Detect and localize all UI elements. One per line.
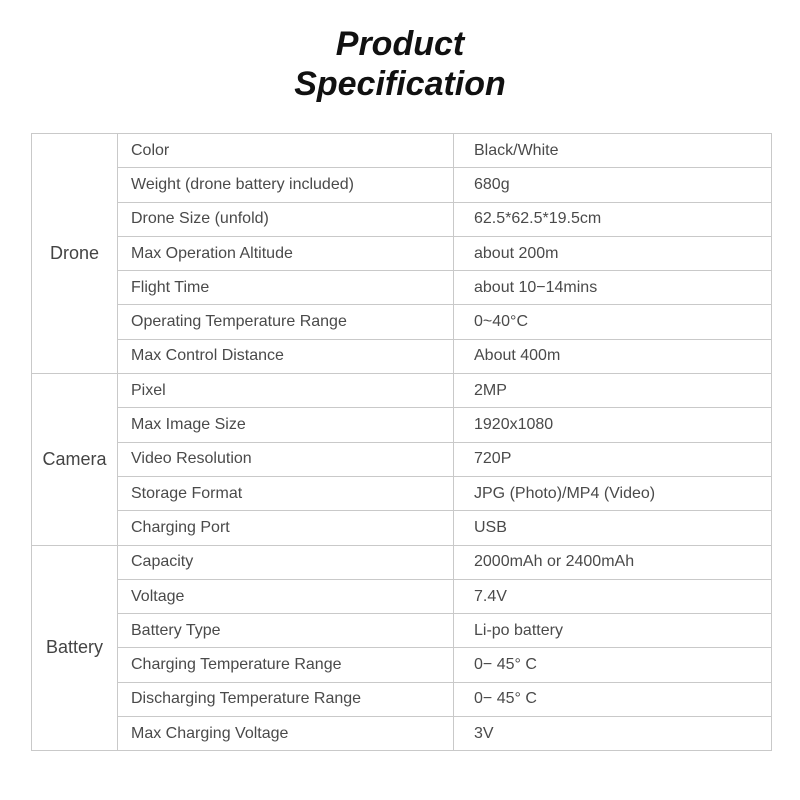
table-row (32, 545, 772, 579)
table-row (32, 408, 772, 442)
table-row (32, 717, 772, 751)
spec-label: Max Charging Voltage (118, 717, 454, 751)
spec-value: JPG (Photo)/MP4 (Video) (454, 476, 772, 510)
spec-label: Video Resolution (118, 442, 454, 476)
spec-label: Voltage (118, 579, 454, 613)
spec-label: Pixel (118, 374, 454, 408)
spec-label: Capacity (118, 545, 454, 579)
group-drone: Drone (32, 134, 118, 374)
spec-value: 3V (454, 717, 772, 751)
table-row (32, 134, 772, 168)
spec-label: Flight Time (118, 271, 454, 305)
table-row (32, 305, 772, 339)
table-row (32, 339, 772, 373)
spec-label: Max Image Size (118, 408, 454, 442)
spec-table (31, 133, 772, 751)
table-row (32, 202, 772, 236)
spec-label: Battery Type (118, 614, 454, 648)
table-row (32, 476, 772, 510)
spec-value: 680g (454, 168, 772, 202)
spec-label: Max Control Distance (118, 339, 454, 373)
spec-value: 62.5*62.5*19.5cm (454, 202, 772, 236)
spec-label: Storage Format (118, 476, 454, 510)
table-row (32, 271, 772, 305)
table-row (32, 374, 772, 408)
spec-value: 2000mAh or 2400mAh (454, 545, 772, 579)
spec-label: Charging Temperature Range (118, 648, 454, 682)
spec-value: 720P (454, 442, 772, 476)
spec-label: Drone Size (unfold) (118, 202, 454, 236)
spec-value: 0− 45° C (454, 648, 772, 682)
table-row (32, 168, 772, 202)
spec-value: about 10−14mins (454, 271, 772, 305)
spec-value: USB (454, 511, 772, 545)
table-row (32, 682, 772, 716)
table-row (32, 614, 772, 648)
title-line-1: Product (335, 25, 465, 63)
table-row (32, 442, 772, 476)
spec-value: 0− 45° C (454, 682, 772, 716)
spec-value: about 200m (454, 236, 772, 270)
spec-label: Weight (drone battery included) (118, 168, 454, 202)
spec-label: Operating Temperature Range (118, 305, 454, 339)
spec-value: Li-po battery (454, 614, 772, 648)
group-battery: Battery (32, 545, 118, 751)
spec-value: 0~40°C (454, 305, 772, 339)
table-row (32, 648, 772, 682)
spec-value: 1920x1080 (454, 408, 772, 442)
spec-label: Max Operation Altitude (118, 236, 454, 270)
spec-value: About 400m (454, 339, 772, 373)
spec-value: 7.4V (454, 579, 772, 613)
spec-label: Color (118, 134, 454, 168)
table-row (32, 236, 772, 270)
group-camera: Camera (32, 374, 118, 545)
table-row (32, 579, 772, 613)
spec-label: Discharging Temperature Range (118, 682, 454, 716)
spec-label: Charging Port (118, 511, 454, 545)
page-title (0, 24, 800, 104)
table-row (32, 511, 772, 545)
title-line-2: Specification (294, 65, 506, 103)
spec-value: 2MP (454, 374, 772, 408)
spec-value: Black/White (454, 134, 772, 168)
